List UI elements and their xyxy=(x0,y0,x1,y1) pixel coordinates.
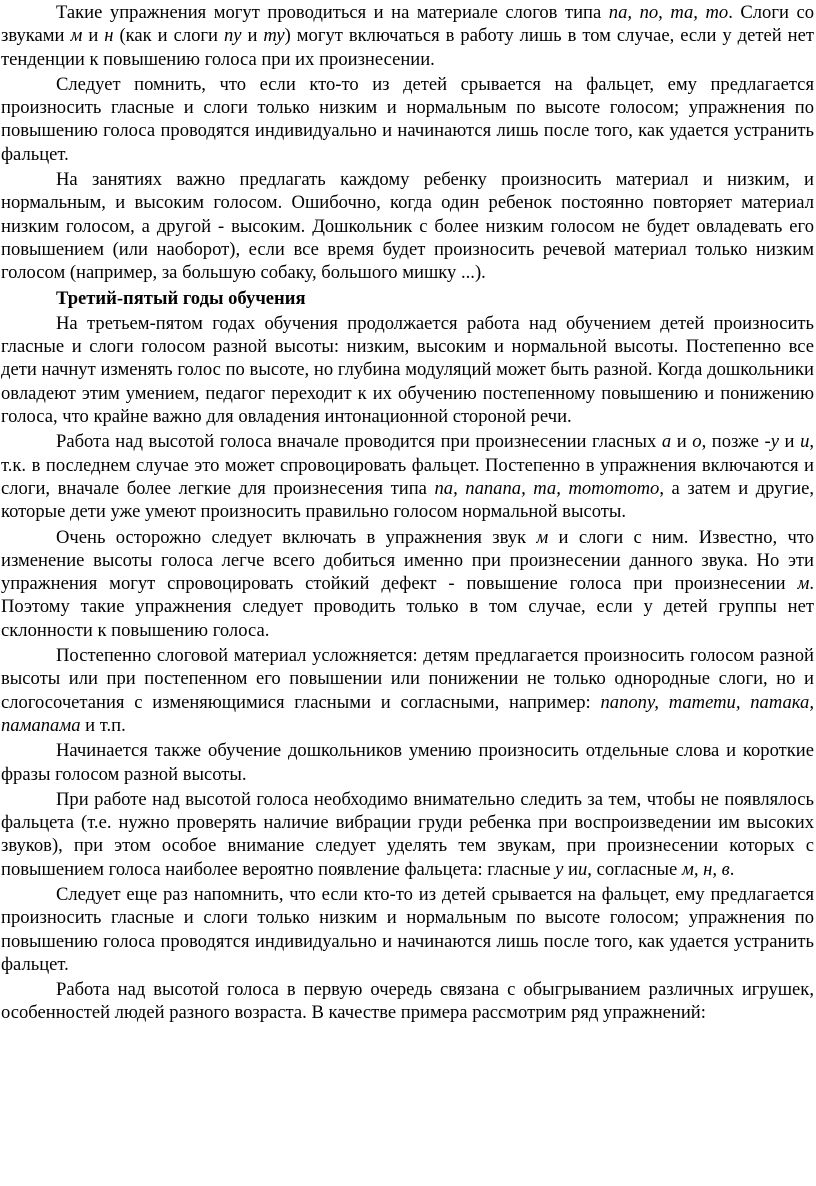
text-run: , позже - xyxy=(701,431,771,453)
text-run: и xyxy=(671,431,693,453)
text-run: , согласные xyxy=(587,858,682,880)
text-run: , а затем и другие, которые дети уже умеют произносить правильно голосом нормальной высоты. xyxy=(1,477,814,523)
text-run: Работа над высотой голоса вначале проводится при произнесении гласных xyxy=(56,431,662,453)
paragraph xyxy=(1,312,814,428)
text-run: При работе над высотой голоса необходимо внимательно следить за тем, чтобы не появлялось фальцета (т.е. нужно проверять наличие вибрации груди ребенка при воспроизведении им высоких звуков), при этом особое внимание следует уделять тем звукам, при произнесении которых с повышением голоса наиболее вероятно появление фальцета: гласные xyxy=(1,788,814,880)
italic-term: па, папапа, та, тототото xyxy=(434,477,660,499)
paragraph xyxy=(1,526,814,642)
text-run: и xyxy=(241,25,264,47)
italic-term: пу xyxy=(223,25,242,47)
paragraph xyxy=(1,644,814,737)
section-heading xyxy=(1,287,814,310)
italic-term: н xyxy=(104,25,114,47)
paragraph xyxy=(1,788,814,881)
text-run: и xyxy=(563,858,578,880)
italic-term: м xyxy=(797,573,810,595)
paragraph xyxy=(1,73,814,166)
italic-term: и xyxy=(577,858,588,880)
text-run: Постепенно слоговой материал усложняется: детям предлагается произносить голосом разной высоты или при постепенном его повышении или понижении не только однородные слоги, но и слогосочетания с изменяющимися гласными и согласными, например: xyxy=(1,645,814,713)
paragraph xyxy=(1,1,814,71)
italic-term: м, н, в xyxy=(681,858,730,880)
italic-term: у xyxy=(770,431,779,453)
text-run: Работа над высотой голоса в первую очередь связана с обыгрыванием различных игрушек, особенностей людей разного возраста. В качестве примера рассмотрим ряд упражнений: xyxy=(1,979,814,1024)
paragraph xyxy=(1,978,814,1025)
paragraph xyxy=(1,168,814,284)
text-run: , т.к. в последнем случае это может спровоцировать фальцет. Постепенно в упражнения включаются и слоги, вначале более легкие для произнесения типа xyxy=(1,431,815,499)
italic-term: папопу, татети, патака, памапама xyxy=(1,691,814,736)
italic-term: па, по, та, то xyxy=(608,2,729,23)
italic-term: ту xyxy=(263,25,285,47)
paragraph xyxy=(1,883,814,976)
text-run: и xyxy=(82,25,105,47)
text-run: Очень осторожно следует включать в упражнения звук xyxy=(56,526,537,548)
text-run: . xyxy=(729,858,735,880)
text-run: Начинается также обучение дошкольников умению произносить отдельные слова и короткие фразы голосом разной высоты. xyxy=(1,740,814,785)
italic-term: и xyxy=(800,431,810,453)
text-run: (как и слоги xyxy=(113,25,224,47)
italic-term: о xyxy=(692,431,702,453)
text-run: На третьем-пятом годах обучения продолжается работа над обучением детей произносить гласные и слоги голосом разной высоты: низким, высоким и нормальной высоты. Постепенно все дети начнут изменять голос по высоте, но глубина модуляций может быть разной. Когда дошкольники овладеют этим умением, педагог переходит к их обучению постепенному повышению и понижению голоса, что крайне важно для овладения интонационной стороной речи. xyxy=(1,312,814,428)
text-run: . Поэтому такие упражнения следует проводить только в том случае, если у детей группы нет склонности к повышению голоса. xyxy=(1,573,814,641)
paragraph xyxy=(1,739,814,786)
text-run: Следует еще раз напомнить, что если кто-то из детей срывается на фальцет, ему предлагается произносить гласные и слоги только низким и нормальным по высоте голосом; упражнения по повышению голоса проводятся индивидуально и начинаются лишь после того, как удается устранить фальцет. xyxy=(1,883,814,975)
document-page xyxy=(0,1,816,1186)
italic-term: у xyxy=(555,858,564,880)
italic-term: а xyxy=(661,431,672,453)
paragraph xyxy=(1,430,814,523)
text-run: и xyxy=(778,431,801,453)
text-run: и т.п. xyxy=(80,714,126,736)
text-run: и слоги с ним. Известно, что изменение высоты голоса легче всего добиться именно при произнесении данного звука. Но эти упражнения могут спровоцировать стойкий дефект - повышение голоса при произнесении xyxy=(1,526,814,595)
italic-term: м xyxy=(536,526,549,548)
text-run: Третий-пятый годы обучения xyxy=(56,287,306,309)
text-run: Следует помнить, что если кто-то из детей срывается на фальцет, ему предлагается произносить гласные и слоги только низким и нормальным по высоте голосом; упражнения по повышению голоса проводятся индивидуально и начинаются лишь после того, как удается устранить фальцет. xyxy=(1,73,814,165)
text-run: ) могут включаться в работу лишь в том случае, если у детей нет тенденции к повышению голоса при их произнесении. xyxy=(1,25,814,70)
text-run: Такие упражнения могут проводиться и на материале слогов типа xyxy=(56,2,609,23)
italic-term: м xyxy=(70,25,83,47)
text-run: . Слоги со звуками xyxy=(1,2,814,47)
text-run: На занятиях важно предлагать каждому ребенку произносить материал и низким, и нормальным, и высоким голосом. Ошибочно, когда один ребенок постоянно повторяет материал низким голосом, а другой - высоким. Дошкольник с более низким голосом не будет овладевать его повышением (или наоборот), если все время будет произносить речевой материал только низким голосом (например, за большую собаку, большого мишку ...). xyxy=(1,169,814,284)
